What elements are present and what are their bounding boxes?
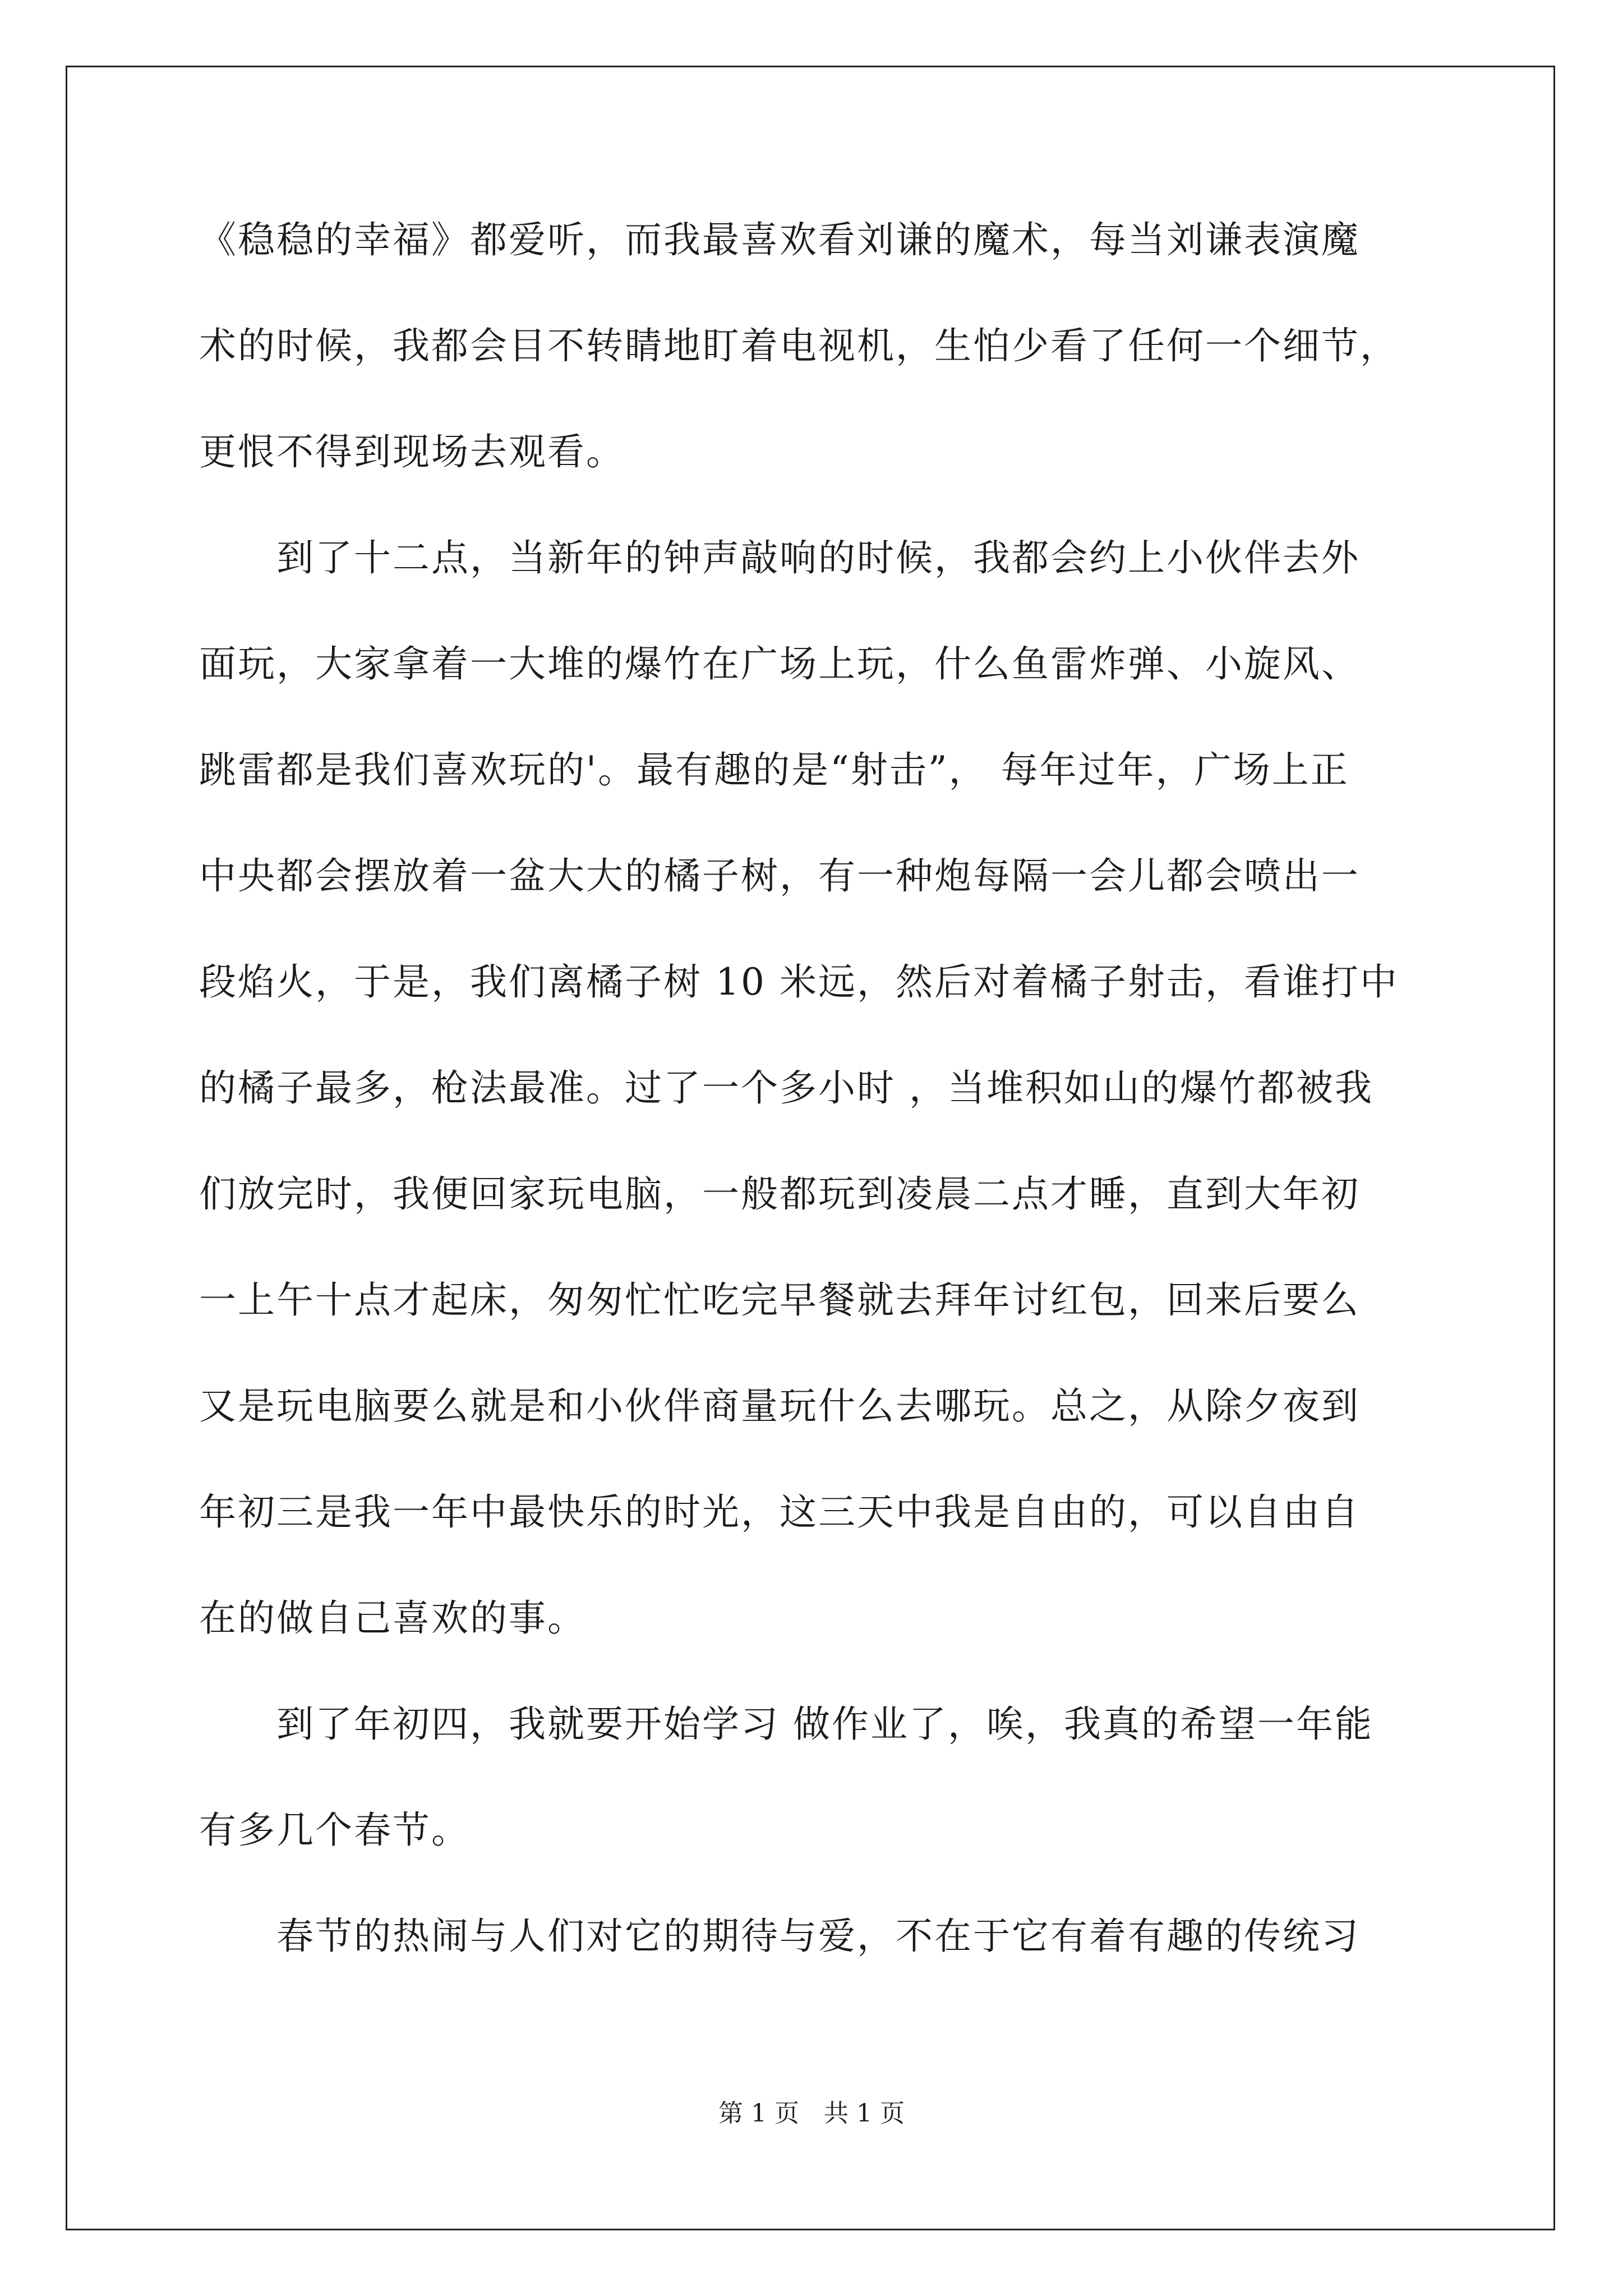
- text-line: 的橘子最多，枪法最准。过了一个多小时 ，当堆积如山的爆竹都被我: [199, 1066, 1373, 1110]
- text-line: 面玩，大家拿着一大堆的爆竹在广场上玩，什么鱼雷炸弹、小旋风、: [199, 642, 1360, 685]
- text-line: 更恨不得到现场去观看。: [199, 430, 625, 473]
- text-line: 到了年初四，我就要开始学习 做作业了，唉，我真的希望一年能: [199, 1703, 1373, 1746]
- text-line: 术的时候，我都会目不转睛地盯着电视机，生怕少看了任何一个细节，: [199, 324, 1399, 367]
- text-line: 《稳稳的幸福》都爱听，而我最喜欢看刘谦的魔术，每当刘谦表演魔: [199, 218, 1360, 261]
- text-line: 跳雷都是我们喜欢玩的'。最有趣的是“射击”， 每年过年，广场上正: [199, 748, 1349, 792]
- text-line: 段焰火，于是，我们离橘子树 10 米远，然后对着橘子射击，看谁打中: [199, 960, 1399, 1004]
- page-border: [66, 66, 1555, 2230]
- text-line: 到了十二点，当新年的钟声敲响的时候，我都会约上小伙伴去外: [199, 536, 1360, 579]
- text-line: 中央都会摆放着一盆大大的橘子树，有一种炮每隔一会儿都会喷出一: [199, 854, 1360, 898]
- text-line: 春节的热闹与人们对它的期待与爱，不在于它有着有趣的传统习: [199, 1915, 1360, 1958]
- text-line: 一上午十点才起床，匆匆忙忙吃完早餐就去拜年讨红包，回来后要么: [199, 1278, 1360, 1322]
- text-line: 在的做自己喜欢的事。: [199, 1596, 586, 1640]
- page-number-footer: 第 1 页 共 1 页: [718, 2099, 905, 2128]
- text-line: 年初三是我一年中最快乐的时光，这三天中我是自由的，可以自由自: [199, 1490, 1360, 1534]
- text-line: 有多几个春节。: [199, 1809, 470, 1852]
- text-line: 们放完时，我便回家玩电脑，一般都玩到凌晨二点才睡，直到大年初: [199, 1172, 1360, 1216]
- text-line: 又是玩电脑要么就是和小伙伴商量玩什么去哪玩。总之，从除夕夜到: [199, 1384, 1360, 1428]
